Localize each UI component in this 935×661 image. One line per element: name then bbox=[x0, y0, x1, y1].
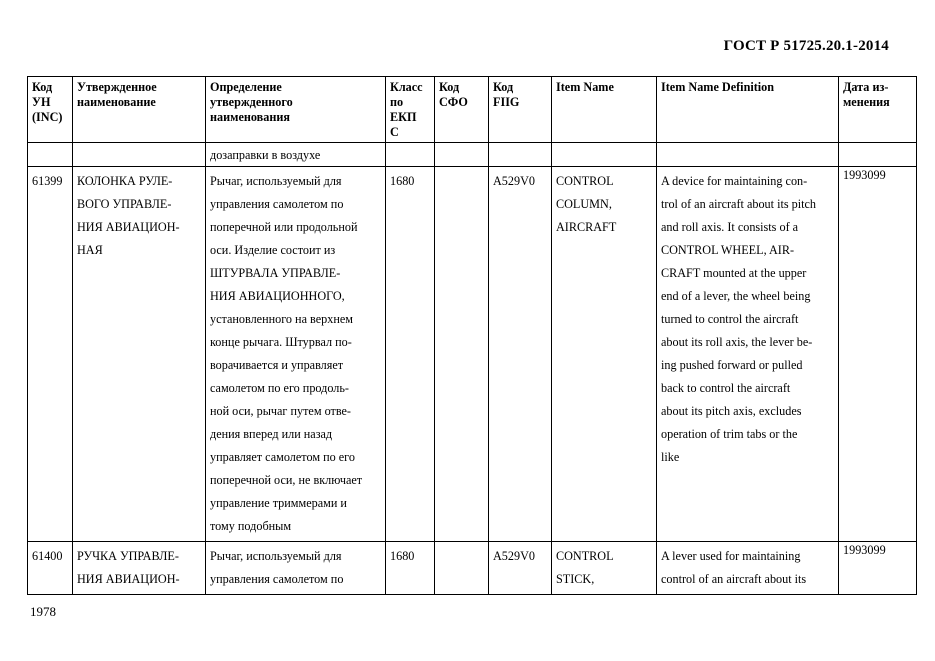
cell-line: A lever used for maintaining bbox=[661, 549, 801, 563]
document-code: ГОСТ Р 51725.20.1-2014 bbox=[723, 38, 889, 54]
cell-line: operation of trim tabs or the bbox=[661, 427, 798, 441]
cell-line: НИЯ АВИАЦИОН- bbox=[77, 220, 180, 234]
header-class bbox=[386, 77, 435, 143]
cell-line: поперечной оси, не включает bbox=[210, 473, 363, 487]
cell-fiig: A529V0 bbox=[489, 167, 552, 542]
header-line: Код bbox=[32, 80, 53, 94]
cell-line: КОЛОНКА РУЛЕ- bbox=[77, 174, 173, 188]
header-item-name-definition bbox=[657, 77, 839, 143]
cell-item-name bbox=[552, 542, 657, 595]
cell-line: Рычаг, используемый для bbox=[210, 549, 342, 563]
cell-line: управляет самолетом по его bbox=[210, 450, 355, 464]
header-line: Дата из- bbox=[843, 80, 889, 94]
cell-line: оси. Изделие состоит из bbox=[210, 243, 336, 257]
empty-cell bbox=[489, 143, 552, 167]
header-line: Утвержденное bbox=[77, 80, 157, 94]
cell-line: дения вперед или назад bbox=[210, 427, 333, 441]
header-line: наименование bbox=[77, 95, 156, 109]
header-fiig bbox=[489, 77, 552, 143]
header-change-date bbox=[839, 77, 917, 143]
header-line: ЕКП bbox=[390, 110, 417, 124]
empty-cell bbox=[839, 143, 917, 167]
empty-cell bbox=[552, 143, 657, 167]
header-line: Код bbox=[439, 80, 460, 94]
cell-line: like bbox=[661, 450, 680, 464]
cell-line: turned to control the aircraft bbox=[661, 312, 799, 326]
cell-fiig: A529V0 bbox=[489, 542, 552, 595]
empty-cell bbox=[435, 143, 489, 167]
header-line: УН bbox=[32, 95, 51, 109]
cell-line: самолетом по его продоль- bbox=[210, 381, 349, 395]
header-approved-name bbox=[73, 77, 206, 143]
header-definition bbox=[206, 77, 386, 143]
cell-line: конце рычага. Штурвал по- bbox=[210, 335, 352, 349]
header-line: Код bbox=[493, 80, 514, 94]
cell-line: about its pitch axis, excludes bbox=[661, 404, 802, 418]
cell-item-definition bbox=[657, 167, 839, 542]
header-line: утвержденного bbox=[210, 95, 293, 109]
header-line: (INC) bbox=[32, 110, 63, 124]
header-line: Item Name Definition bbox=[661, 80, 775, 94]
cell-line: НИЯ АВИАЦИОННОГО, bbox=[210, 289, 345, 303]
cell-line: ворачивается и управляет bbox=[210, 358, 344, 372]
cell-line: тому подобным bbox=[210, 519, 292, 533]
cell-item-definition bbox=[657, 542, 839, 595]
cell-line: CONTROL bbox=[556, 549, 614, 563]
cell-line: STICK, bbox=[556, 572, 595, 586]
cell-class: 1680 bbox=[386, 167, 435, 542]
header-line: Item Name bbox=[556, 80, 614, 94]
table-row bbox=[28, 167, 917, 542]
header-line: Определение bbox=[210, 80, 282, 94]
cell-line: trol of an aircraft about its pitch bbox=[661, 197, 816, 211]
header-line: FIIG bbox=[493, 95, 520, 109]
empty-cell bbox=[28, 143, 73, 167]
continuation-definition: дозаправки в воздухе bbox=[206, 143, 386, 167]
header-line: СФО bbox=[439, 95, 468, 109]
header-item-name bbox=[552, 77, 657, 143]
cell-line: and roll axis. It consists of a bbox=[661, 220, 799, 234]
nomenclature-table bbox=[27, 76, 917, 595]
cell-inc: 61400 bbox=[28, 542, 73, 595]
cell-line: установленного на верхнем bbox=[210, 312, 353, 326]
empty-cell bbox=[73, 143, 206, 167]
cell-line: ВОГО УПРАВЛЕ- bbox=[77, 197, 172, 211]
cell-line: управление триммерами и bbox=[210, 496, 347, 510]
cell-line: поперечной или продольной bbox=[210, 220, 358, 234]
cell-line: control of an aircraft about its bbox=[661, 572, 807, 586]
cell-line: ШТУРВАЛА УПРАВЛЕ- bbox=[210, 266, 341, 280]
header-line: С bbox=[390, 125, 399, 139]
header-line: Класс bbox=[390, 80, 423, 94]
cell-definition bbox=[206, 542, 386, 595]
cell-item-name bbox=[552, 167, 657, 542]
cell-line: about its roll axis, the lever be- bbox=[661, 335, 813, 349]
cell-line: управления самолетом по bbox=[210, 572, 344, 586]
cell-line: ной оси, рычаг путем отве- bbox=[210, 404, 351, 418]
cell-line: CONTROL WHEEL, AIR- bbox=[661, 243, 795, 257]
page-number: 1978 bbox=[30, 604, 56, 619]
header-line: менения bbox=[843, 95, 890, 109]
cell-line: back to control the aircraft bbox=[661, 381, 791, 395]
cell-inc: 61399 bbox=[28, 167, 73, 542]
cell-line: РУЧКА УПРАВЛЕ- bbox=[77, 549, 179, 563]
cell-name bbox=[73, 167, 206, 542]
empty-cell bbox=[657, 143, 839, 167]
cell-date: 1993099 bbox=[839, 542, 917, 595]
header-line: по bbox=[390, 95, 404, 109]
cell-date: 1993099 bbox=[839, 167, 917, 542]
cell-sfo bbox=[435, 167, 489, 542]
header-inc bbox=[28, 77, 73, 143]
header-line: наименования bbox=[210, 110, 290, 124]
cell-sfo bbox=[435, 542, 489, 595]
table-header-row bbox=[28, 77, 917, 143]
cell-line: управления самолетом по bbox=[210, 197, 344, 211]
cell-line: ing pushed forward or pulled bbox=[661, 358, 803, 372]
cell-line: CRAFT mounted at the upper bbox=[661, 266, 807, 280]
empty-cell bbox=[386, 143, 435, 167]
table-row-continuation bbox=[28, 143, 917, 167]
cell-line: НИЯ АВИАЦИОН- bbox=[77, 572, 180, 586]
header-sfo bbox=[435, 77, 489, 143]
cell-line: CONTROL bbox=[556, 174, 614, 188]
cell-line: НАЯ bbox=[77, 243, 103, 257]
cell-definition bbox=[206, 167, 386, 542]
cell-line: end of a lever, the wheel being bbox=[661, 289, 811, 303]
cell-line: A device for maintaining con- bbox=[661, 174, 808, 188]
cell-name bbox=[73, 542, 206, 595]
table-row bbox=[28, 542, 917, 595]
cell-line: Рычаг, используемый для bbox=[210, 174, 342, 188]
cell-line: AIRCRAFT bbox=[556, 220, 617, 234]
cell-class: 1680 bbox=[386, 542, 435, 595]
cell-line: COLUMN, bbox=[556, 197, 612, 211]
